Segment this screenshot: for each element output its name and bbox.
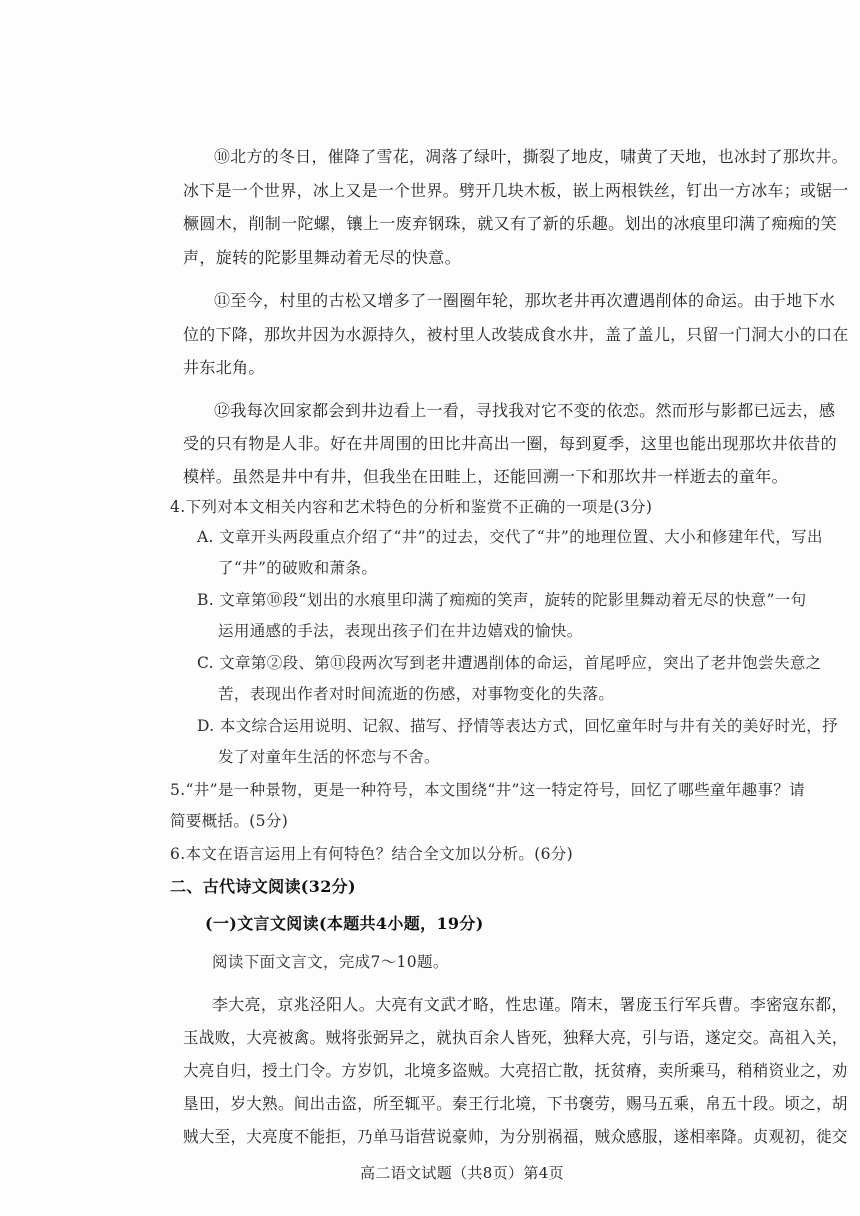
question-4-option-b-line-1: B. 文章第⑩段“划出的水痕里印满了痴痴的笑声，旋转的陀影里舞动着无尽的快意”一句	[197, 591, 807, 609]
classical-line-4: 垦田，岁大熟。间出击盗，所至辄平。秦王行北境，下书褒劳，赐马五乘，帛五十段。顷之，胡	[183, 1094, 848, 1113]
question-4-option-b-line-2: 运用通感的手法，表现出孩子们在井边嬉戏的愉快。	[218, 622, 583, 640]
classical-line-2: 玉战败，大亮被禽。贼将张弼异之，就执百余人皆死，独释大亮，引与语，遂定交。高祖入关，	[183, 1028, 848, 1047]
question-4-option-c-line-2: 苦，表现出作者对时间流逝的伤感，对事物变化的失落。	[218, 685, 615, 703]
question-5-line-2: 简要概括。(5分)	[170, 812, 289, 830]
question-4-option-a-line-2: 了“井”的破败和萧条。	[218, 559, 378, 577]
classical-line-1: 李大亮，京兆泾阳人。大亮有文武才略，性忠谨。隋末，署庞玉行军兵曹。李密寇东都，	[212, 995, 848, 1014]
section-2-instruction: 阅读下面文言文，完成7～10题。	[212, 953, 449, 971]
classical-line-3: 大亮自归，授土门令。方岁饥，北境多盗贼。大亮招亡散，抚贫瘠，卖所乘马，稍稍资业之，劝	[183, 1061, 848, 1080]
question-4-option-d-line-2: 发了对童年生活的怀恋与不舍。	[218, 748, 440, 766]
passage-p10-line-4: 声，旋转的陀影里舞动着无尽的快意。	[183, 248, 461, 267]
question-4-option-d-line-1: D. 本文综合运用说明、记叙、描写、抒情等表达方式，回忆童年时与井有关的美好时光，抒	[197, 717, 838, 735]
passage-p12-line-2: 受的只有物是人非。好在井周围的田比井高出一圈，每到夏季，这里也能出现那坎井依昔的	[183, 434, 838, 453]
section-2-subtitle: (一)文言文阅读(本题共4小题，19分)	[205, 914, 484, 933]
question-6: 6.本文在语言运用上有何特色？结合全文加以分析。(6分)	[170, 845, 574, 863]
passage-p10-line-1: ⑩北方的冬日，催降了雪花，凋落了绿叶，撕裂了地皮，啸黄了天地，也冰封了那坎井。	[214, 147, 848, 166]
classical-line-5: 贼大至，大亮度不能拒，乃单马诣营说豪帅，为分别祸福，贼众感服，遂相率降。贞观初，徙交	[183, 1127, 848, 1146]
passage-p10-line-2: 冰下是一个世界，冰上又是一个世界。劈开几块木板，嵌上两根铁丝，钉出一方冰车；或锯一	[183, 181, 849, 200]
passage-p10-line-3: 橛圆木，削制一陀螺，镶上一废弃钢珠，就又有了新的乐趣。划出的冰痕里印满了痴痴的笑	[183, 214, 838, 233]
question-4-stem: 4.下列对本文相关内容和艺术特色的分析和鉴赏不正确的一项是(3分)	[170, 498, 653, 516]
question-4-option-a-line-1: A. 文章开头两段重点介绍了“井”的过去，交代了“井”的地理位置、大小和修建年代，写出	[197, 528, 823, 546]
passage-p12-line-1: ⑫我每次回家都会到井边看上一看，寻找我对它不变的依恋。然而形与影都已远去，感	[214, 401, 836, 420]
passage-p11-line-1: ⑪至今，村里的古松又增多了一圈圈年轮，那坎老井再次遭遇削体的命运。由于地下水	[214, 291, 836, 310]
section-2-title: 二、古代诗文阅读(32分)	[170, 877, 356, 896]
passage-p11-line-3: 井东北角。	[183, 358, 265, 377]
question-4-option-c-line-1: C. 文章第②段、第⑪段两次写到老井遭遇削体的命运，首尾呼应，突出了老井饱尝失意之	[197, 654, 822, 672]
question-5-line-1: 5.“井”是一种景物，更是一种符号，本文围绕“井”这一特定符号，回忆了哪些童年趣事？请	[170, 781, 806, 799]
page-footer: 高二语文试题（共8页）第4页	[360, 1164, 564, 1182]
passage-p11-line-2: 位的下降，那坎井因为水源持久，被村里人改装成食水井，盖了盖儿，只留一门洞大小的口在	[183, 325, 849, 344]
passage-p12-line-3: 模样。虽然是井中有井，但我坐在田畦上，还能回溯一下和那坎井一样逝去的童年。	[183, 467, 788, 486]
